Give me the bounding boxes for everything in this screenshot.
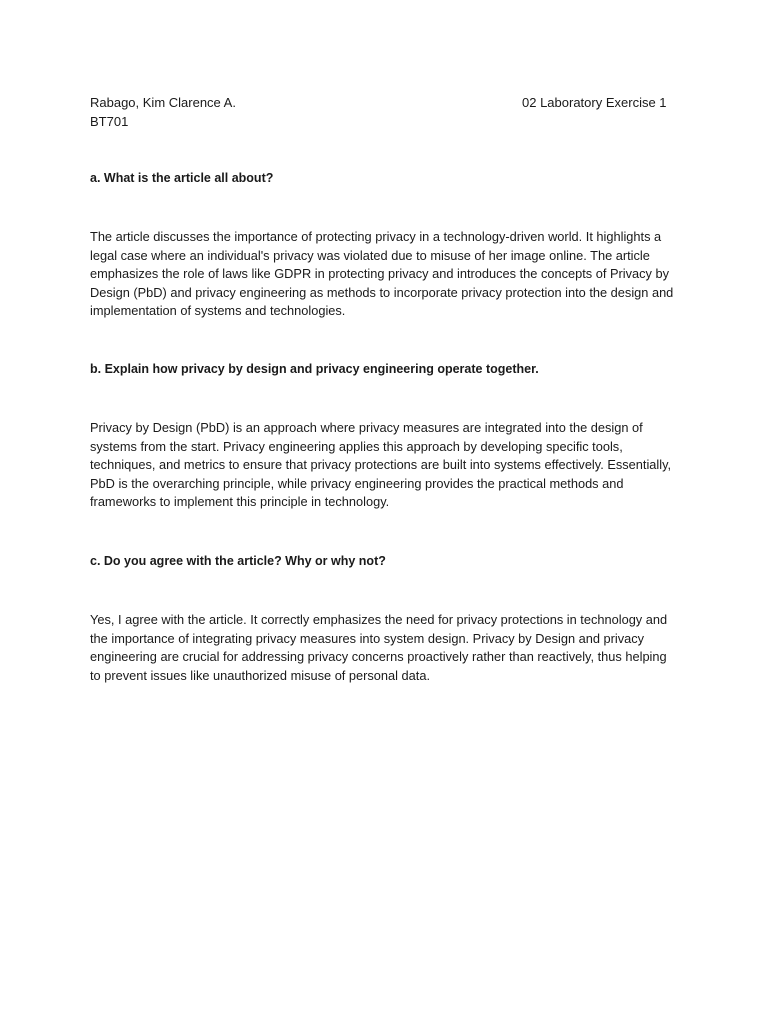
answer-line: the importance of integrating privacy measures into system design. Privacy by Design and privacy [90, 630, 645, 646]
question-b: b. Explain how privacy by design and privacy engineering operate together. [90, 362, 539, 376]
question-c: c. Do you agree with the article? Why or why not? [90, 554, 386, 568]
answer-c [90, 611, 680, 685]
answer-line: techniques, and metrics to ensure that privacy protections are built into systems effectively. Essentially, [90, 457, 672, 473]
exercise-label: 02 Laboratory Exercise 1 [522, 95, 667, 110]
answer-line: PbD is the overarching principle, while privacy engineering provides the practical methods and [90, 475, 624, 491]
answer-line: frameworks to implement this principle in technology. [90, 494, 390, 510]
answer-line: Design (PbD) and privacy engineering as methods to incorporate privacy protection into the design and [90, 284, 674, 300]
answer-line: The article discusses the importance of protecting privacy in a technology-driven world. It highlights a [90, 229, 662, 244]
answer-line: implementation of systems and technologies. [90, 303, 346, 319]
exercise-title [522, 93, 667, 112]
answer-line: systems from the start. Privacy engineering applies this approach by developing specific tools, [90, 438, 623, 454]
answer-a [90, 228, 680, 321]
answer-line: Privacy by Design (PbD) is an approach where privacy measures are integrated into the design of [90, 420, 643, 435]
answer-line: emphasizes the role of laws like GDPR in protecting privacy and introduces the concepts of Privacy by [90, 266, 669, 282]
student-section: BT701 [90, 114, 129, 129]
answer-b [90, 419, 680, 512]
answer-line: to prevent issues like unauthorized misuse of personal data. [90, 667, 431, 683]
answer-line: engineering are crucial for addressing privacy concerns proactively rather than reactively, thus helping [90, 649, 667, 665]
answer-line: legal case where an individual's privacy was violated due to misuse of her image online. The article [90, 247, 650, 263]
answer-line: Yes, I agree with the article. It correctly emphasizes the need for privacy protections in technology and [90, 612, 668, 627]
student-name: Rabago, Kim Clarence A. [90, 95, 236, 110]
student-info [90, 93, 236, 131]
question-a: a. What is the article all about? [90, 171, 274, 185]
